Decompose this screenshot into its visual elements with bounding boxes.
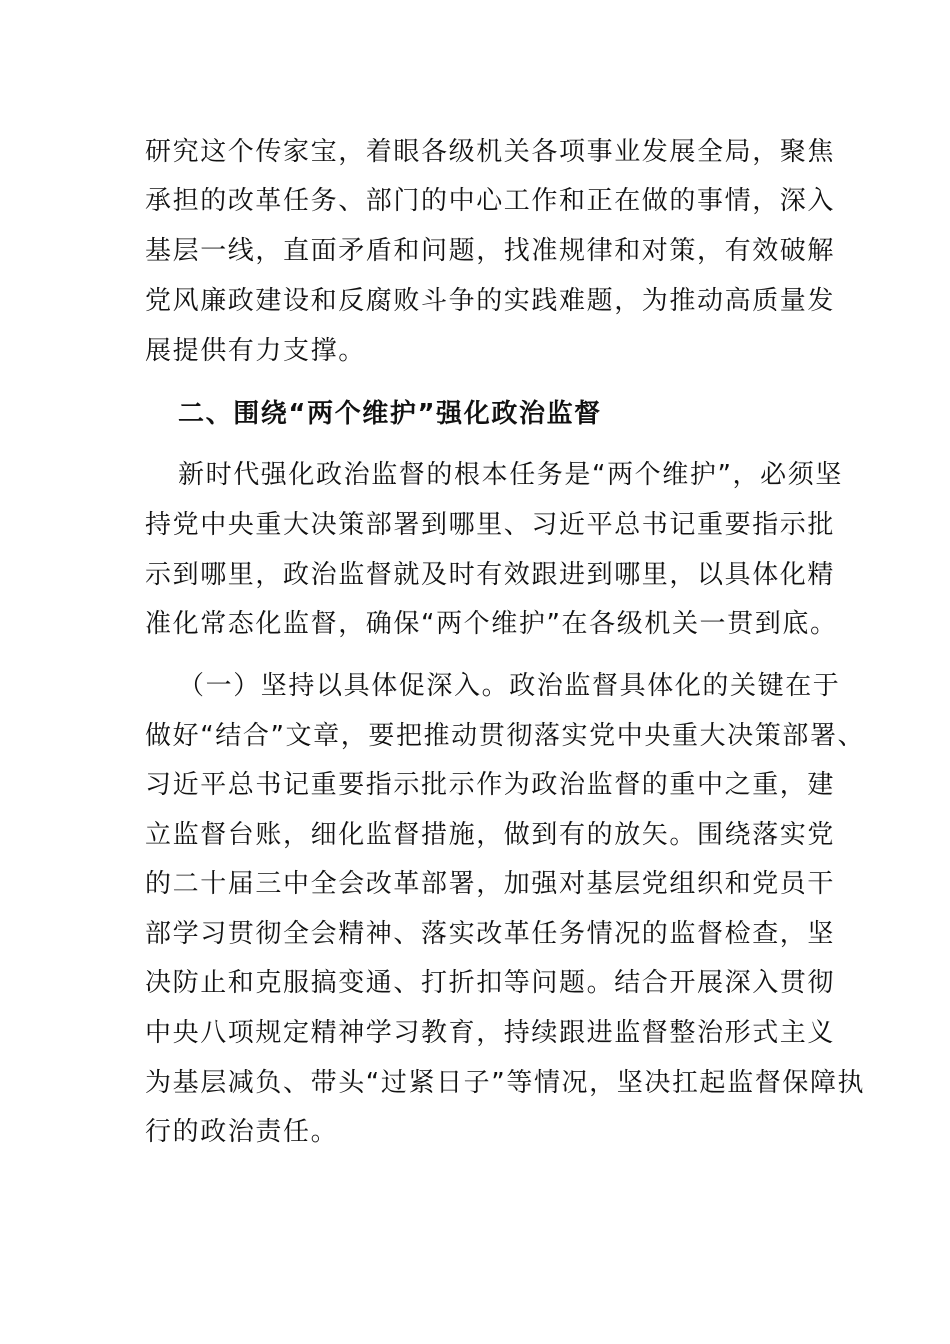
paragraph-1-line: 承担的改革任务、部门的中心工作和正在做的事情，深入 xyxy=(145,186,836,216)
paragraph-2-line: 准化常态化监督，确保“两个维护”在各级机关一贯到底。 xyxy=(145,609,838,639)
paragraph-3-line: 立监督台账，细化监督措施，做到有的放矢。围绕落实党 xyxy=(145,820,836,850)
paragraph-2-line: 示到哪里，政治监督就及时有效跟进到哪里，以具体化精 xyxy=(145,560,836,590)
paragraph-1-line: 基层一线，直面矛盾和问题，找准规律和对策，有效破解 xyxy=(145,236,836,266)
paragraph-1-line: 党风廉政建设和反腐败斗争的实践难题，为推动高质量发 xyxy=(145,286,836,316)
paragraph-1-line: 研究这个传家宝，着眼各级机关各项事业发展全局，聚焦 xyxy=(145,137,836,167)
section-heading: 二、围绕“两个维护”强化政治监督 xyxy=(178,399,602,429)
paragraph-3-line: 习近平总书记重要指示批示作为政治监督的重中之重，建 xyxy=(145,770,836,800)
paragraph-1-line: 展提供有力支撑。 xyxy=(145,336,366,366)
paragraph-3-line: 部学习贯彻全会精神、落实改革任务情况的监督检查，坚 xyxy=(145,919,836,949)
paragraph-2-line: 新时代强化政治监督的根本任务是“两个维护”，必须坚 xyxy=(178,460,843,490)
paragraph-3-line: 行的政治责任。 xyxy=(145,1117,339,1147)
paragraph-3-line: 做好“结合”文章，要把推动贯彻落实党中央重大决策部署、 xyxy=(145,721,866,751)
paragraph-3-line: （一）坚持以具体促深入。政治监督具体化的关键在于 xyxy=(178,671,841,701)
paragraph-3-line: 为基层减负、带头“过紧日子”等情况，坚决扛起监督保障执 xyxy=(145,1068,866,1098)
paragraph-3-line: 的二十届三中全会改革部署，加强对基层党组织和党员干 xyxy=(145,869,836,899)
paragraph-2-line: 持党中央重大决策部署到哪里、习近平总书记重要指示批 xyxy=(145,510,836,540)
paragraph-3-line: 中央八项规定精神学习教育，持续跟进监督整治形式主义 xyxy=(145,1018,836,1048)
paragraph-3-line: 决防止和克服搞变通、打折扣等问题。结合开展深入贯彻 xyxy=(145,968,836,998)
